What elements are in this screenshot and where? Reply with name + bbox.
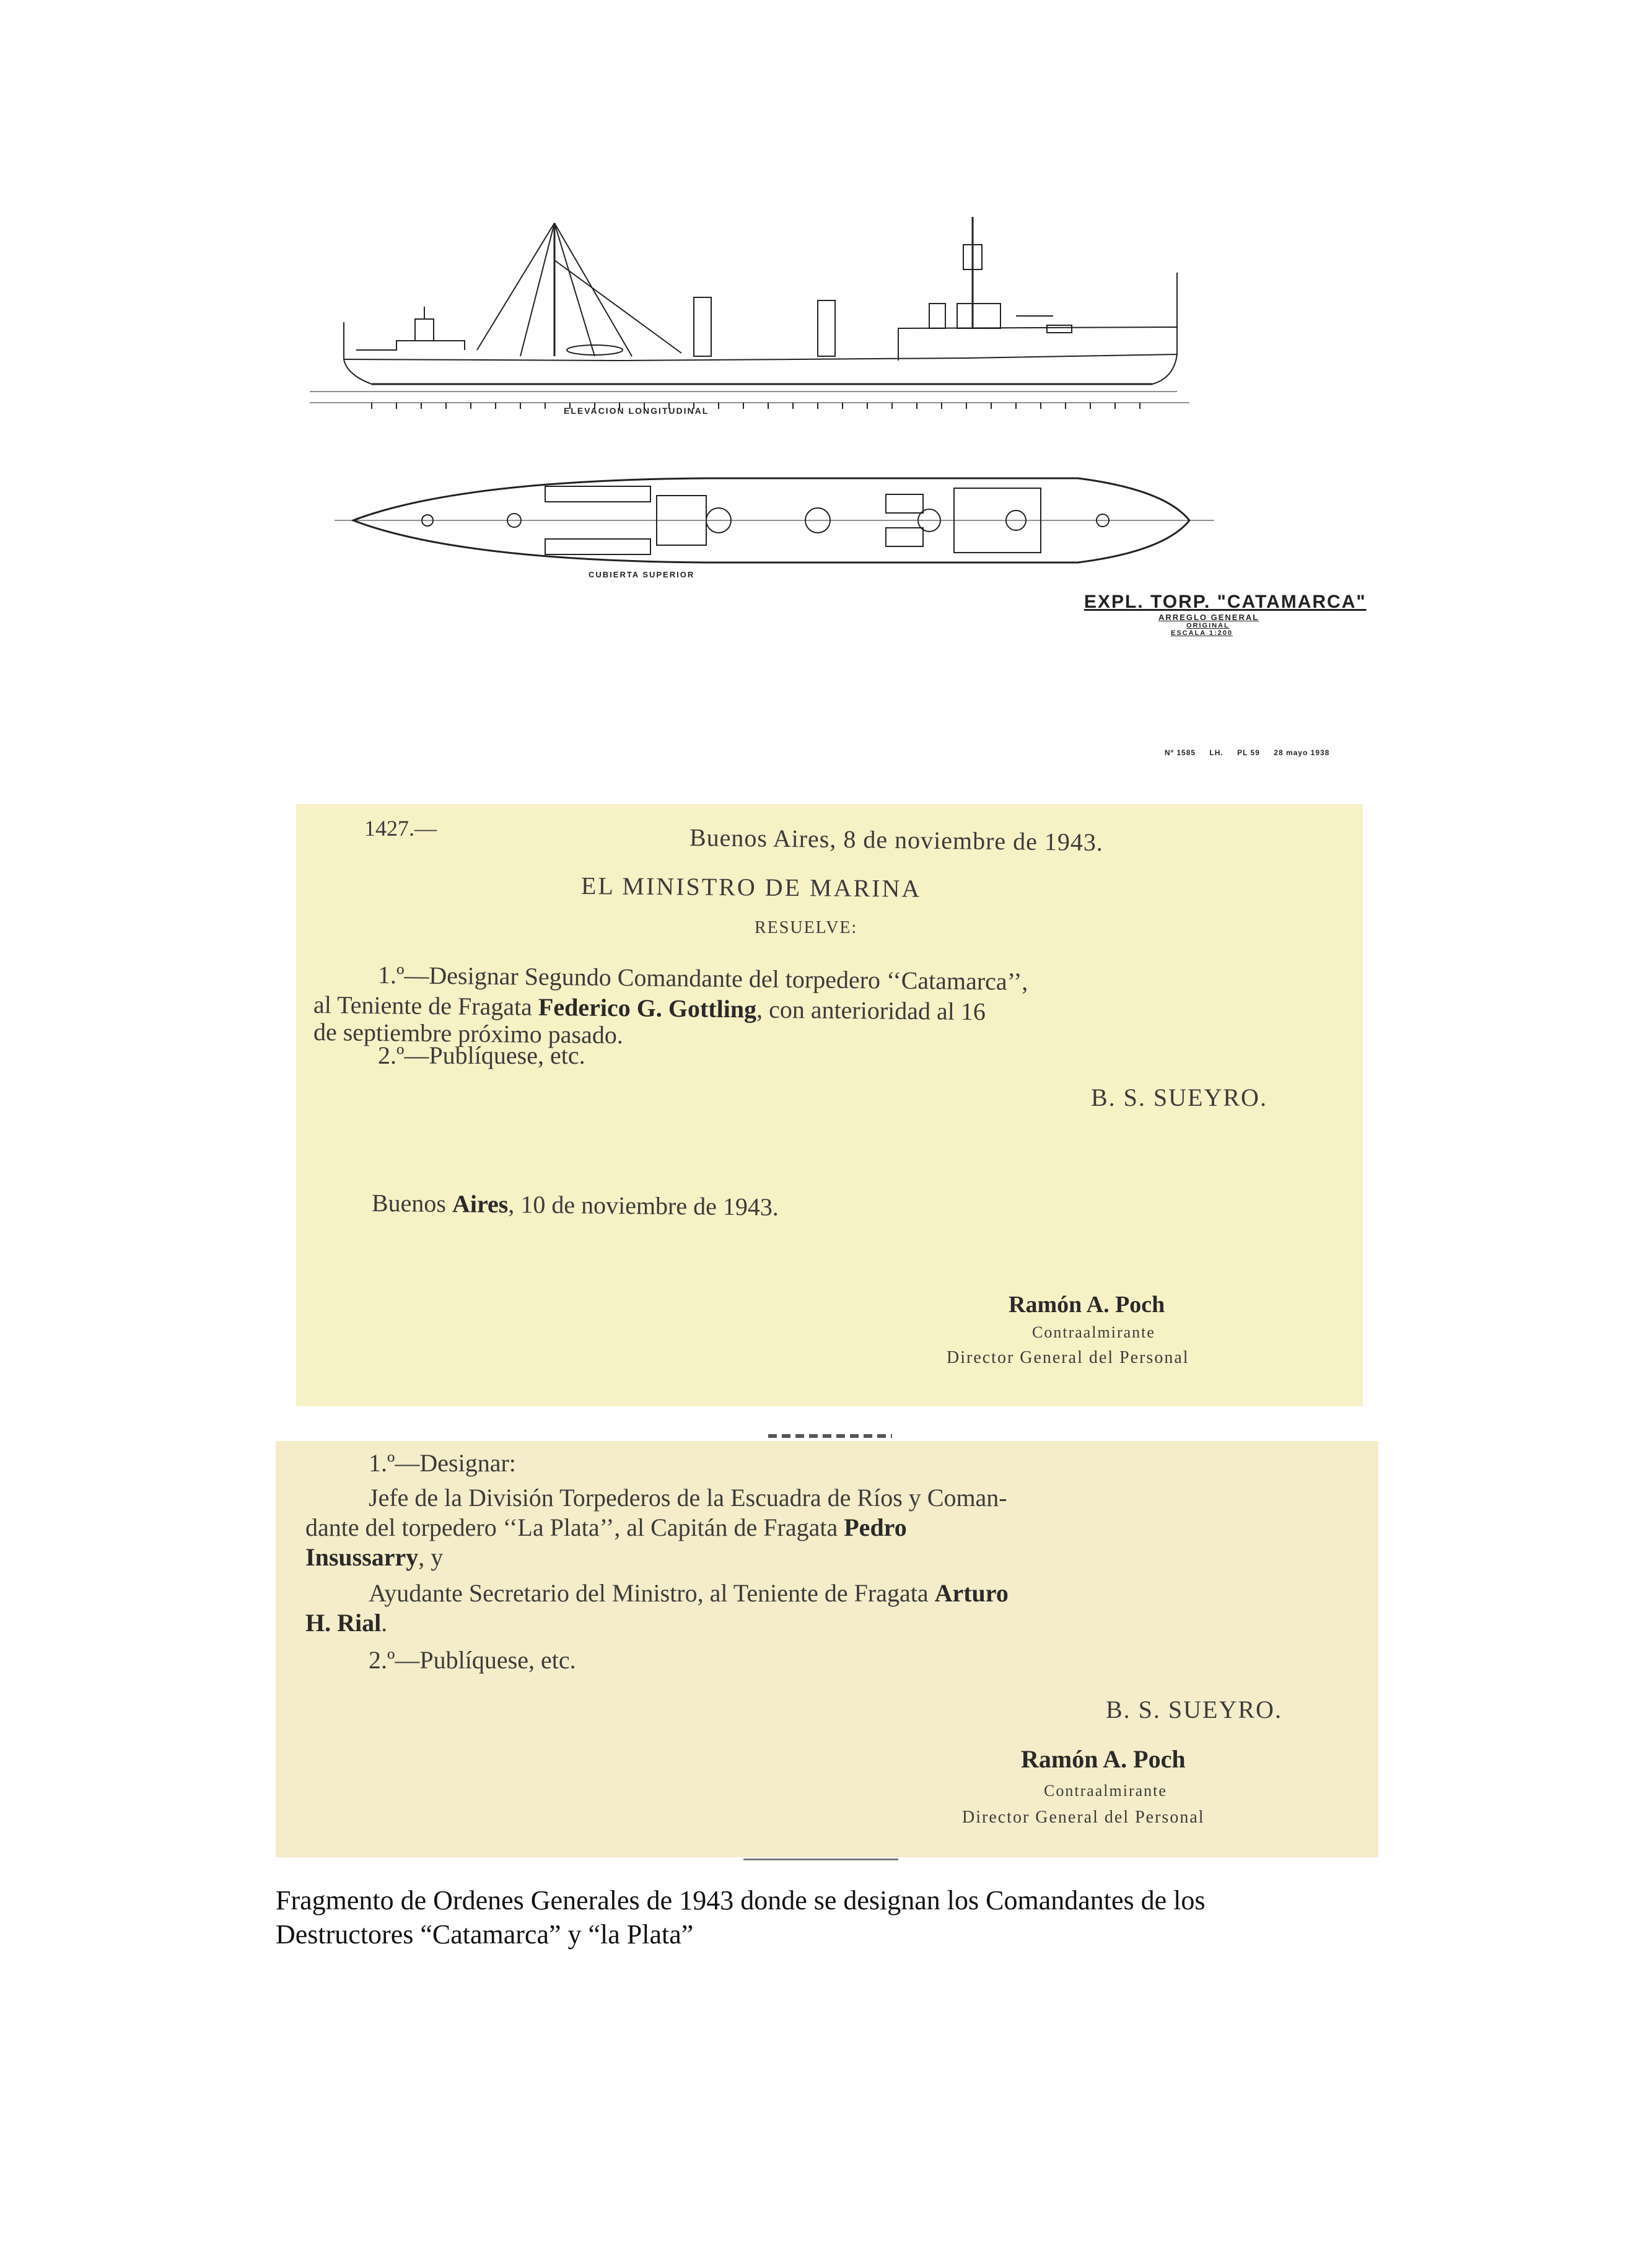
drawing-title: EXPL. TORP. "CATAMARCA" bbox=[1084, 592, 1367, 612]
director-name-2: Ramón A. Poch bbox=[1021, 1745, 1186, 1773]
officer-name-gottling: Federico G. Gottling bbox=[538, 992, 757, 1023]
deck-label: CUBIERTA SUPERIOR bbox=[589, 570, 695, 579]
officer-name-arturo: Arturo bbox=[934, 1579, 1009, 1607]
drawing-title-block bbox=[1084, 592, 1369, 637]
director-name: Ramón A. Poch bbox=[1009, 1292, 1165, 1318]
caption-line-1: Fragmento de Ordenes Generales de 1943 donde se designan los Comandantes de los bbox=[276, 1885, 1206, 1916]
drawing-original: ORIGINAL bbox=[1186, 622, 1230, 629]
elevation-label: ELEVACION LONGITUDINAL bbox=[564, 406, 709, 416]
order-number: 1427.— bbox=[364, 816, 437, 841]
order-resuelve: RESUELVE: bbox=[755, 918, 858, 937]
order-date-2: Buenos Aires, 10 de noviembre de 1943. bbox=[371, 1189, 779, 1221]
director-office: Director General del Personal bbox=[947, 1348, 1189, 1367]
order-clipping-1427 bbox=[296, 804, 1363, 1406]
order-clipping-la-plata bbox=[276, 1441, 1378, 1857]
officer-name-insussarry: Insussarry bbox=[305, 1543, 419, 1571]
director-rank: Contraalmirante bbox=[1032, 1323, 1155, 1341]
clipping-fragment-mark bbox=[768, 1434, 892, 1438]
drawing-subtitle: ARREGLO GENERAL bbox=[1158, 613, 1259, 622]
director-rank-2: Contraalmirante bbox=[1044, 1782, 1167, 1800]
order2-line-3: dante del torpedero ‘‘La Plata’’, al Capitán de Fragata Pedro bbox=[305, 1513, 907, 1541]
order2-line-6: H. Rial. bbox=[305, 1609, 388, 1637]
order2-line-4: Insussarry, y bbox=[305, 1543, 444, 1571]
plate-number bbox=[1165, 748, 1341, 757]
order2-line-5: Ayudante Secretario del Ministro, al Teniente de Fragata Arturo bbox=[369, 1579, 1009, 1607]
plate-number-value: Nº 1585 bbox=[1165, 748, 1196, 757]
director-office-2: Director General del Personal bbox=[962, 1808, 1205, 1827]
order-paragraph-3: de septiembre próximo pasado. bbox=[313, 1018, 624, 1049]
order-paragraph-1: 1.º—Designar Segundo Comandante del torpedero ‘‘Catamarca’’, bbox=[377, 961, 1028, 996]
officer-name-pedro: Pedro bbox=[844, 1513, 907, 1541]
figure-caption bbox=[276, 1883, 1391, 1951]
order2-line-1: 1.º—Designar: bbox=[369, 1449, 516, 1477]
caption-line-2: Destructores “Catamarca” y “la Plata” bbox=[276, 1919, 694, 1950]
minister-signature-2: B. S. SUEYRO. bbox=[1106, 1696, 1282, 1723]
order2-line-7: 2.º—Publíquese, etc. bbox=[369, 1646, 576, 1674]
plate-extra-3: 28 mayo 1938 bbox=[1274, 748, 1330, 757]
order-date: Buenos Aires, 8 de noviembre de 1943. bbox=[689, 823, 1104, 857]
ship-drawing bbox=[273, 198, 1388, 768]
order-heading: EL MINISTRO DE MARINA bbox=[580, 872, 922, 903]
order2-line-2: Jefe de la División Torpederos de la Escuadra de Ríos y Coman- bbox=[369, 1484, 1007, 1512]
ship-plan-svg bbox=[273, 198, 1388, 768]
officer-name-rial: H. Rial bbox=[305, 1609, 382, 1637]
drawing-scale: ESCALA 1:200 bbox=[1171, 629, 1233, 637]
separator-rule bbox=[743, 1859, 898, 1860]
minister-signature: B. S. SUEYRO. bbox=[1091, 1084, 1267, 1111]
plate-extra-1: LH. bbox=[1209, 748, 1224, 757]
plate-extra-2: PL 59 bbox=[1237, 748, 1260, 757]
order-paragraph-2: al Teniente de Fragata Federico G. Gottling, con anterioridad al 16 bbox=[313, 991, 986, 1026]
order-paragraph-4: 2.º—Publíquese, etc. bbox=[378, 1041, 585, 1069]
